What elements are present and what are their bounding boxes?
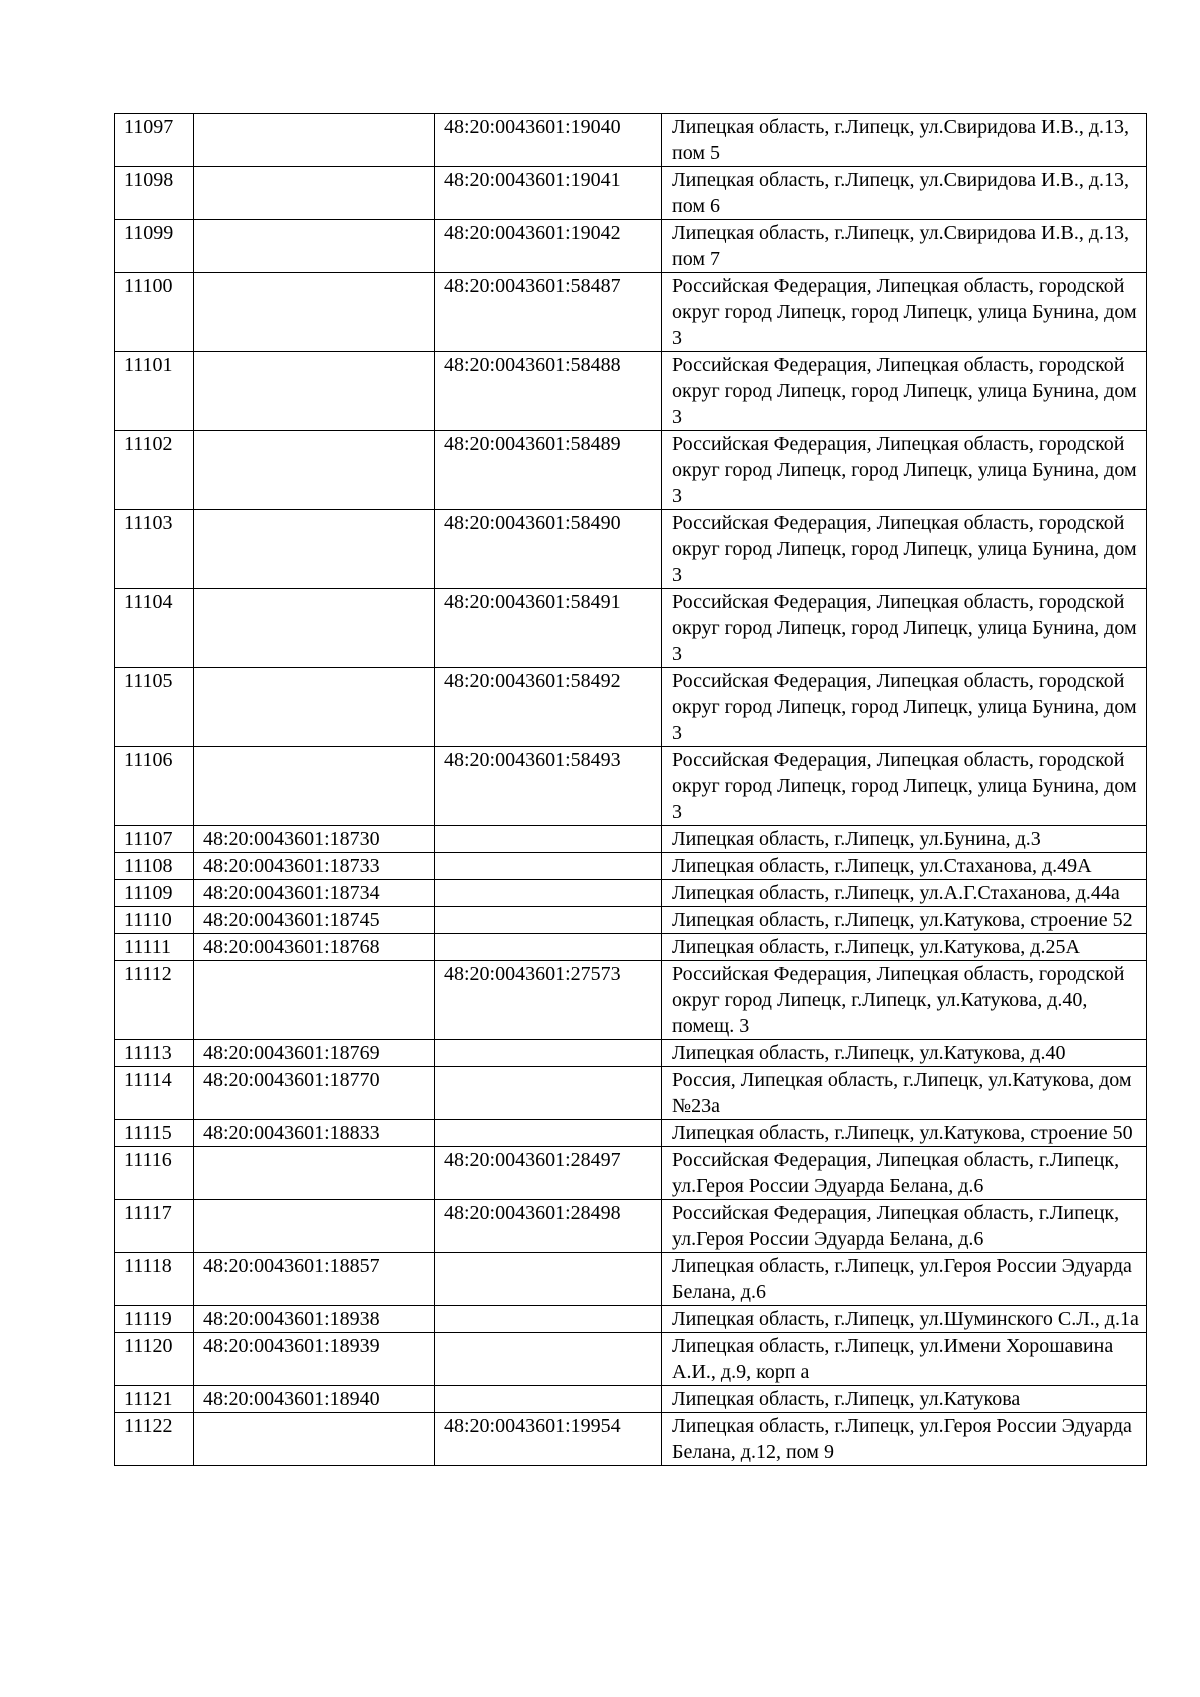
row-number: 11099 <box>115 220 194 273</box>
land-parcel-number <box>194 1413 435 1466</box>
table-row <box>115 880 1147 907</box>
row-number: 11110 <box>115 907 194 934</box>
row-number: 11107 <box>115 826 194 853</box>
row-number: 11121 <box>115 1386 194 1413</box>
land-parcel-number <box>194 167 435 220</box>
object-cadastral-number: 48:20:0043601:27573 <box>435 961 662 1040</box>
object-cadastral-number: 48:20:0043601:58491 <box>435 589 662 668</box>
object-cadastral-number: 48:20:0043601:58490 <box>435 510 662 589</box>
row-number: 11120 <box>115 1333 194 1386</box>
address: Российская Федерация, Липецкая область, городской округ город Липецк, город Липецк, улица Бунина, дом 3 <box>662 589 1147 668</box>
land-parcel-number <box>194 220 435 273</box>
row-number: 11112 <box>115 961 194 1040</box>
address: Липецкая область, г.Липецк, ул.Катукова, строение 50 <box>662 1120 1147 1147</box>
land-parcel-number <box>194 510 435 589</box>
land-parcel-number: 48:20:0043601:18940 <box>194 1386 435 1413</box>
land-parcel-number <box>194 1200 435 1253</box>
land-parcel-number <box>194 352 435 431</box>
address: Липецкая область, г.Липецк, ул.Катукова, д.40 <box>662 1040 1147 1067</box>
row-number: 11109 <box>115 880 194 907</box>
table-row <box>115 1386 1147 1413</box>
object-cadastral-number <box>435 1040 662 1067</box>
land-parcel-number: 48:20:0043601:18730 <box>194 826 435 853</box>
land-parcel-number: 48:20:0043601:18939 <box>194 1333 435 1386</box>
address: Липецкая область, г.Липецк, ул.Свиридова И.В., д.13, пом 5 <box>662 114 1147 167</box>
address: Липецкая область, г.Липецк, ул.Шуминского С.Л., д.1а <box>662 1306 1147 1333</box>
object-cadastral-number: 48:20:0043601:28498 <box>435 1200 662 1253</box>
row-number: 11097 <box>115 114 194 167</box>
address: Липецкая область, г.Липецк, ул.Имени Хорошавина А.И., д.9, корп а <box>662 1333 1147 1386</box>
land-parcel-number: 48:20:0043601:18770 <box>194 1067 435 1120</box>
land-parcel-number <box>194 668 435 747</box>
land-parcel-number: 48:20:0043601:18768 <box>194 934 435 961</box>
address: Российская Федерация, Липецкая область, городской округ город Липецк, г.Липецк, ул.Катукова, д.40, помещ. 3 <box>662 961 1147 1040</box>
row-number: 11105 <box>115 668 194 747</box>
table-row <box>115 826 1147 853</box>
table-row <box>115 1120 1147 1147</box>
table-row <box>115 1200 1147 1253</box>
address: Липецкая область, г.Липецк, ул.Бунина, д.3 <box>662 826 1147 853</box>
table-row <box>115 220 1147 273</box>
object-cadastral-number <box>435 880 662 907</box>
table-row <box>115 907 1147 934</box>
land-parcel-number <box>194 431 435 510</box>
object-cadastral-number <box>435 907 662 934</box>
row-number: 11103 <box>115 510 194 589</box>
object-cadastral-number <box>435 1306 662 1333</box>
table-row <box>115 668 1147 747</box>
address: Российская Федерация, Липецкая область, городской округ город Липецк, город Липецк, улица Бунина, дом 3 <box>662 747 1147 826</box>
row-number: 11114 <box>115 1067 194 1120</box>
table-row <box>115 1253 1147 1306</box>
land-parcel-number <box>194 589 435 668</box>
table-row <box>115 589 1147 668</box>
table-row <box>115 167 1147 220</box>
land-parcel-number: 48:20:0043601:18733 <box>194 853 435 880</box>
table-row <box>115 1413 1147 1466</box>
land-parcel-number <box>194 114 435 167</box>
address: Липецкая область, г.Липецк, ул.Катукова <box>662 1386 1147 1413</box>
row-number: 11117 <box>115 1200 194 1253</box>
table-row <box>115 934 1147 961</box>
land-parcel-number: 48:20:0043601:18833 <box>194 1120 435 1147</box>
address: Российская Федерация, Липецкая область, городской округ город Липецк, город Липецк, улица Бунина, дом 3 <box>662 352 1147 431</box>
object-cadastral-number: 48:20:0043601:58489 <box>435 431 662 510</box>
address: Липецкая область, г.Липецк, ул.Катукова, д.25А <box>662 934 1147 961</box>
address: Российская Федерация, Липецкая область, городской округ город Липецк, город Липецк, улица Бунина, дом 3 <box>662 431 1147 510</box>
row-number: 11100 <box>115 273 194 352</box>
object-cadastral-number: 48:20:0043601:19041 <box>435 167 662 220</box>
object-cadastral-number: 48:20:0043601:19042 <box>435 220 662 273</box>
land-parcel-number: 48:20:0043601:18745 <box>194 907 435 934</box>
table-row <box>115 1333 1147 1386</box>
address: Российская Федерация, Липецкая область, городской округ город Липецк, город Липецк, улица Бунина, дом 3 <box>662 668 1147 747</box>
object-cadastral-number <box>435 826 662 853</box>
land-parcel-number: 48:20:0043601:18857 <box>194 1253 435 1306</box>
land-parcel-number: 48:20:0043601:18734 <box>194 880 435 907</box>
object-cadastral-number: 48:20:0043601:58488 <box>435 352 662 431</box>
object-cadastral-number <box>435 1120 662 1147</box>
address: Липецкая область, г.Липецк, ул.Катукова, строение 52 <box>662 907 1147 934</box>
address: Липецкая область, г.Липецк, ул.Свиридова И.В., д.13, пом 7 <box>662 220 1147 273</box>
object-cadastral-number <box>435 853 662 880</box>
row-number: 11118 <box>115 1253 194 1306</box>
land-parcel-number: 48:20:0043601:18769 <box>194 1040 435 1067</box>
table-row <box>115 1147 1147 1200</box>
table-row <box>115 1306 1147 1333</box>
object-cadastral-number: 48:20:0043601:58492 <box>435 668 662 747</box>
object-cadastral-number <box>435 934 662 961</box>
land-parcel-number <box>194 961 435 1040</box>
table-row <box>115 1040 1147 1067</box>
row-number: 11102 <box>115 431 194 510</box>
land-parcel-number: 48:20:0043601:18938 <box>194 1306 435 1333</box>
object-cadastral-number: 48:20:0043601:58493 <box>435 747 662 826</box>
row-number: 11111 <box>115 934 194 961</box>
object-cadastral-number: 48:20:0043601:19954 <box>435 1413 662 1466</box>
row-number: 11101 <box>115 352 194 431</box>
address: Российская Федерация, Липецкая область, городской округ город Липецк, город Липецк, улица Бунина, дом 3 <box>662 510 1147 589</box>
table-row <box>115 510 1147 589</box>
row-number: 11122 <box>115 1413 194 1466</box>
address: Российская Федерация, Липецкая область, г.Липецк, ул.Героя России Эдуарда Белана, д.6 <box>662 1147 1147 1200</box>
row-number: 11115 <box>115 1120 194 1147</box>
object-cadastral-number <box>435 1333 662 1386</box>
address: Липецкая область, г.Липецк, ул.А.Г.Стаханова, д.44а <box>662 880 1147 907</box>
address: Липецкая область, г.Липецк, ул.Свиридова И.В., д.13, пом 6 <box>662 167 1147 220</box>
registry-table <box>114 113 1147 1466</box>
object-cadastral-number: 48:20:0043601:28497 <box>435 1147 662 1200</box>
address: Липецкая область, г.Липецк, ул.Героя России Эдуарда Белана, д.12, пом 9 <box>662 1413 1147 1466</box>
row-number: 11113 <box>115 1040 194 1067</box>
row-number: 11108 <box>115 853 194 880</box>
address: Россия, Липецкая область, г.Липецк, ул.Катукова, дом №23а <box>662 1067 1147 1120</box>
object-cadastral-number <box>435 1253 662 1306</box>
object-cadastral-number: 48:20:0043601:19040 <box>435 114 662 167</box>
row-number: 11098 <box>115 167 194 220</box>
object-cadastral-number <box>435 1067 662 1120</box>
table-row <box>115 961 1147 1040</box>
table-row <box>115 747 1147 826</box>
row-number: 11106 <box>115 747 194 826</box>
table-row <box>115 431 1147 510</box>
object-cadastral-number: 48:20:0043601:58487 <box>435 273 662 352</box>
land-parcel-number <box>194 747 435 826</box>
table-row <box>115 114 1147 167</box>
row-number: 11116 <box>115 1147 194 1200</box>
table-row <box>115 1067 1147 1120</box>
row-number: 11119 <box>115 1306 194 1333</box>
address: Липецкая область, г.Липецк, ул.Стаханова, д.49А <box>662 853 1147 880</box>
table-row <box>115 853 1147 880</box>
table-row <box>115 352 1147 431</box>
address: Российская Федерация, Липецкая область, городской округ город Липецк, город Липецк, улица Бунина, дом 3 <box>662 273 1147 352</box>
address: Липецкая область, г.Липецк, ул.Героя России Эдуарда Белана, д.6 <box>662 1253 1147 1306</box>
table-row <box>115 273 1147 352</box>
land-parcel-number <box>194 273 435 352</box>
row-number: 11104 <box>115 589 194 668</box>
address: Российская Федерация, Липецкая область, г.Липецк, ул.Героя России Эдуарда Белана, д.6 <box>662 1200 1147 1253</box>
land-parcel-number <box>194 1147 435 1200</box>
object-cadastral-number <box>435 1386 662 1413</box>
